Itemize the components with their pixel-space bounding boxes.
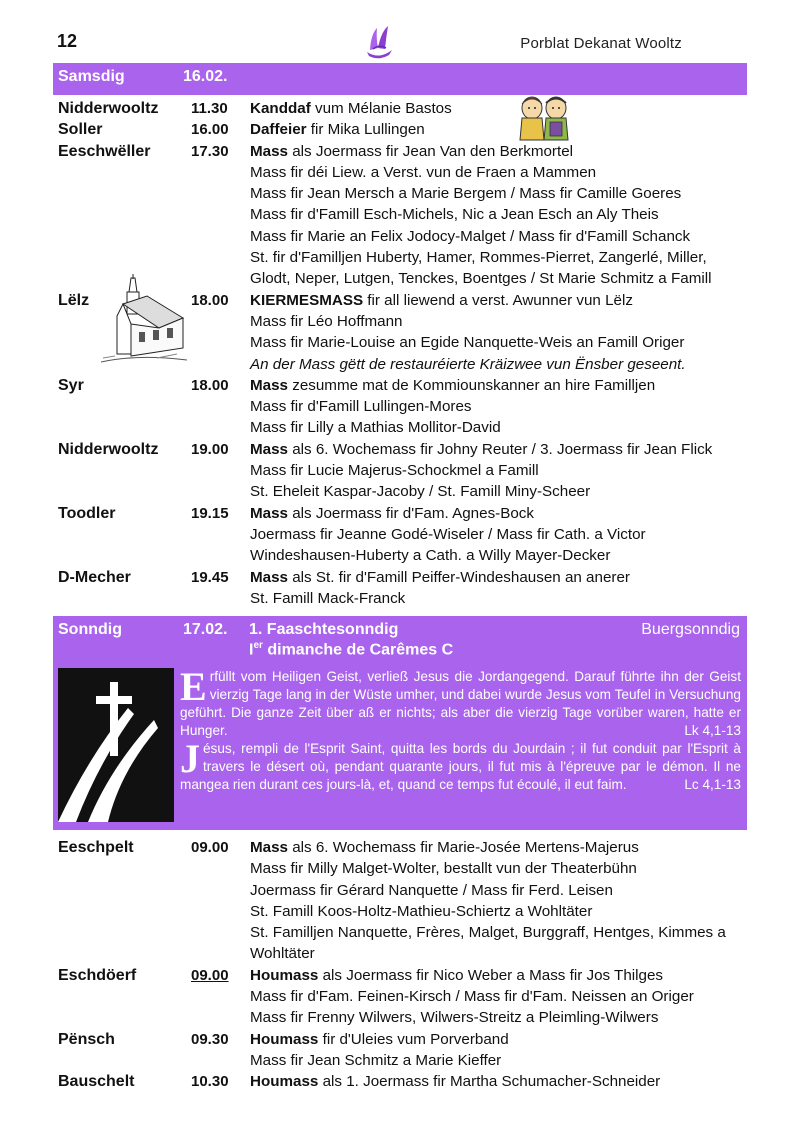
schedule-entry <box>58 567 748 610</box>
schedule-entry <box>58 837 748 965</box>
schedule-entry <box>58 965 748 1029</box>
service-line <box>250 567 748 588</box>
service-type: Houmass <box>250 1030 319 1048</box>
service-detail: als 6. Wochemass fir Marie-Josée Mertens-Majerus <box>288 839 639 856</box>
schedule-entry <box>58 1029 748 1072</box>
cross-road-icon <box>58 668 174 822</box>
service-line <box>250 119 748 140</box>
place-name: Nidderwooltz <box>58 100 159 117</box>
service-detail: als Joermass fir d'Fam. Agnes-Bock <box>288 504 534 522</box>
sunday-band <box>53 616 747 660</box>
service-line: Joermass fir Jeanne Godé-Wiseler / Mass fir Cath. a Victor <box>250 525 646 543</box>
service-line: Mass fir Frenny Wilwers, Wilwers-Streitz a Pleimling-Wilwers <box>250 1009 659 1027</box>
service-type: Mass <box>250 839 288 856</box>
schedule-entry <box>58 98 748 119</box>
service-line: Mass fir d'Famill Esch-Michels, Nic a Jean Esch an Aly Theis <box>250 206 659 224</box>
day-name: Sonndig <box>58 621 122 638</box>
service-line: Mass fir Milly Malget-Wolter, bestallt vun der Theaterbühn <box>250 860 637 878</box>
service-line <box>250 98 748 119</box>
dove-logo <box>359 22 399 62</box>
gospel-german <box>180 664 741 740</box>
page-number: 12 <box>57 31 78 51</box>
service-detail: als Joermass fir Jean Van den Berkmortel <box>288 142 574 160</box>
service-line: Mass fir Jean Schmitz a Marie Kieffer <box>250 1051 502 1069</box>
service-line: Mass fir Jean Mersch a Marie Bergem / Mass fir Camille Goeres <box>250 185 682 203</box>
service-detail: als 6. Wochemass fir Johny Reuter / 3. Joermass fir Jean Flick <box>288 440 713 458</box>
sunday-tag: Buergsonndig <box>641 621 740 638</box>
day-name: Samsdig <box>58 68 125 85</box>
service-detail: fir d'Uleies vum Porverband <box>318 1030 509 1048</box>
gospel-reference: Lk 4,1-13 <box>684 723 741 738</box>
dropcap: E <box>180 664 207 709</box>
service-line: St. Famill Koos-Holtz-Mathieu-Schiertz a Wohltäter <box>250 902 593 920</box>
service-line: Mass fir d'Famill Lullingen-Mores <box>250 398 472 416</box>
saturday-entries <box>58 98 748 609</box>
publication-title: Porblat Dekanat Wooltz <box>520 35 682 52</box>
schedule-entry <box>58 439 748 503</box>
service-note: An der Mass gëtt de restauréierte Kräizwee vun Ënsber geseent. <box>250 355 686 373</box>
service-time: 09.30 <box>191 1030 229 1048</box>
service-type: Mass <box>250 504 288 522</box>
service-detail: als St. fir d'Famill Peiffer-Windeshausen an anerer <box>288 568 630 586</box>
service-type: Mass <box>250 440 288 458</box>
schedule-entry <box>58 119 748 140</box>
service-time: 18.00 <box>191 376 229 394</box>
service-detail: zesumme mat de Kommiounskanner an hire Familljen <box>288 376 656 394</box>
service-line: Mass fir Lucie Majerus-Schockmel a Famill <box>250 462 539 480</box>
service-line <box>250 1029 748 1050</box>
service-detail: vum Mélanie Bastos <box>310 100 452 117</box>
gospel-text <box>180 664 741 794</box>
place-name: Bauschelt <box>58 1073 135 1091</box>
saturday-band <box>53 63 747 95</box>
service-type: Mass <box>250 376 288 394</box>
place-name: Eeschpelt <box>58 839 134 856</box>
service-detail: fir Mika Lullingen <box>306 121 425 139</box>
service-line: Mass fir Marie-Louise an Egide Nanquette-Weis an Famill Origer <box>250 334 685 352</box>
service-line: St. Familljen Nanquette, Frères, Malget, Burggraff, Hentges, Kimmes a <box>250 924 726 942</box>
service-line: Mass fir Léo Hoffmann <box>250 312 403 330</box>
service-line: St. Eheleit Kaspar-Jacoby / St. Famill Miny-Scheer <box>250 483 591 501</box>
service-time: 10.30 <box>191 1073 229 1091</box>
gospel-german-text: rfüllt vom Heiligen Geist, verließ Jesus die Jordangegend. Darauf führte ihn der Geist vierzig Tage lang in der Wüste umher, und dabei wurde Jesus vom Teufel in Versuchung geführt. Die ganze Zeit über aß er nichts; als aber die vierzig Tage vorüber waren, hatte er Hunger. <box>180 669 741 738</box>
place-name: Eschdöerf <box>58 966 137 984</box>
service-line <box>250 837 748 858</box>
service-detail: als Joermass fir Nico Weber a Mass fir Jos Thilges <box>318 966 664 984</box>
service-line <box>250 965 748 986</box>
gospel-reference: Lc 4,1-13 <box>684 777 741 792</box>
service-time: 19.15 <box>191 504 229 522</box>
service-line <box>250 375 748 396</box>
service-type: Mass <box>250 142 288 160</box>
service-line: Glodt, Neper, Lutgen, Tenckes, Boentges / St Marie Schmitz a Famill <box>250 270 712 288</box>
place-name: Toodler <box>58 504 116 522</box>
service-line: Windeshausen-Huberty a Cath. a Willy Mayer-Decker <box>250 547 611 565</box>
service-detail: als 1. Joermass fir Martha Schumacher-Schneider <box>318 1073 661 1091</box>
gospel-french <box>180 736 741 794</box>
place-name: Pënsch <box>58 1030 115 1048</box>
service-line: Mass fir Marie an Felix Jodocy-Malget / Mass fir d'Famill Schanck <box>250 227 691 245</box>
service-type: Kanddaf <box>250 100 311 117</box>
place-name: Lëlz <box>58 291 90 309</box>
place-name: Eeschwëller <box>58 142 151 160</box>
schedule-entry <box>58 375 748 439</box>
sunday-entries <box>58 837 748 1093</box>
service-time: 19.00 <box>191 440 229 458</box>
service-line: Mass fir déi Liew. a Verst. vun de Fraen a Mammen <box>250 163 597 181</box>
place-name: Syr <box>58 376 84 394</box>
place-name: D-Mecher <box>58 568 131 586</box>
gospel-box <box>53 660 747 830</box>
service-time: 09.00 <box>191 839 229 856</box>
service-line: Joermass fir Gérard Nanquette / Mass fir Ferd. Leisen <box>250 881 613 899</box>
service-time: 18.00 <box>191 291 229 309</box>
place-name: Nidderwooltz <box>58 440 159 458</box>
service-line: St. Famill Mack-Franck <box>250 589 406 607</box>
service-time: 11.30 <box>191 100 228 117</box>
service-time: 09.00 <box>191 966 229 984</box>
day-date: 17.02. <box>183 621 228 638</box>
dropcap: J <box>180 736 200 781</box>
gospel-french-text: ésus, rempli de l'Esprit Saint, quitta les bords du Jourdain ; il fut conduit par l'Esprit à travers le désert où, pendant quarante jours, il fut mis à l'épreuve par le démon. Il ne mangea rien durant ces jours-là, et, quand ce temps fut écoulé, il eut faim. <box>180 741 741 792</box>
service-line <box>250 439 748 460</box>
service-type: Mass <box>250 568 288 586</box>
service-time: 17.30 <box>191 142 229 160</box>
service-time: 16.00 <box>191 121 229 139</box>
schedule-entry <box>58 1071 748 1092</box>
liturgical-title: 1. Faaschtesonndig <box>249 621 399 638</box>
service-line <box>250 1071 748 1092</box>
liturgical-subtitle: Ier dimanche de Carêmes C <box>249 640 454 659</box>
schedule-entry <box>58 503 748 567</box>
service-time: 19.45 <box>191 568 229 586</box>
service-line: Mass fir Lilly a Mathias Mollitor-David <box>250 419 501 437</box>
service-detail: fir all liewend a verst. Awunner vun Lëlz <box>363 291 633 309</box>
service-line: St. fir d'Familljen Huberty, Hamer, Rommes-Pierret, Zangerlé, Miller, <box>250 249 707 267</box>
place-name: Soller <box>58 121 103 139</box>
service-type: Houmass <box>250 1073 319 1091</box>
schedule-entry <box>58 141 748 290</box>
schedule-entry <box>58 290 748 375</box>
service-type: KIERMESMASS <box>250 291 364 309</box>
day-date: 16.02. <box>183 68 228 85</box>
service-line: Mass fir d'Fam. Feinen-Kirsch / Mass fir d'Fam. Neissen an Origer <box>250 988 694 1006</box>
service-line <box>250 290 748 311</box>
service-line: Wohltäter <box>250 945 315 963</box>
service-type: Daffeier <box>250 121 307 139</box>
service-type: Houmass <box>250 966 319 984</box>
service-line <box>250 141 748 162</box>
service-line <box>250 503 748 524</box>
